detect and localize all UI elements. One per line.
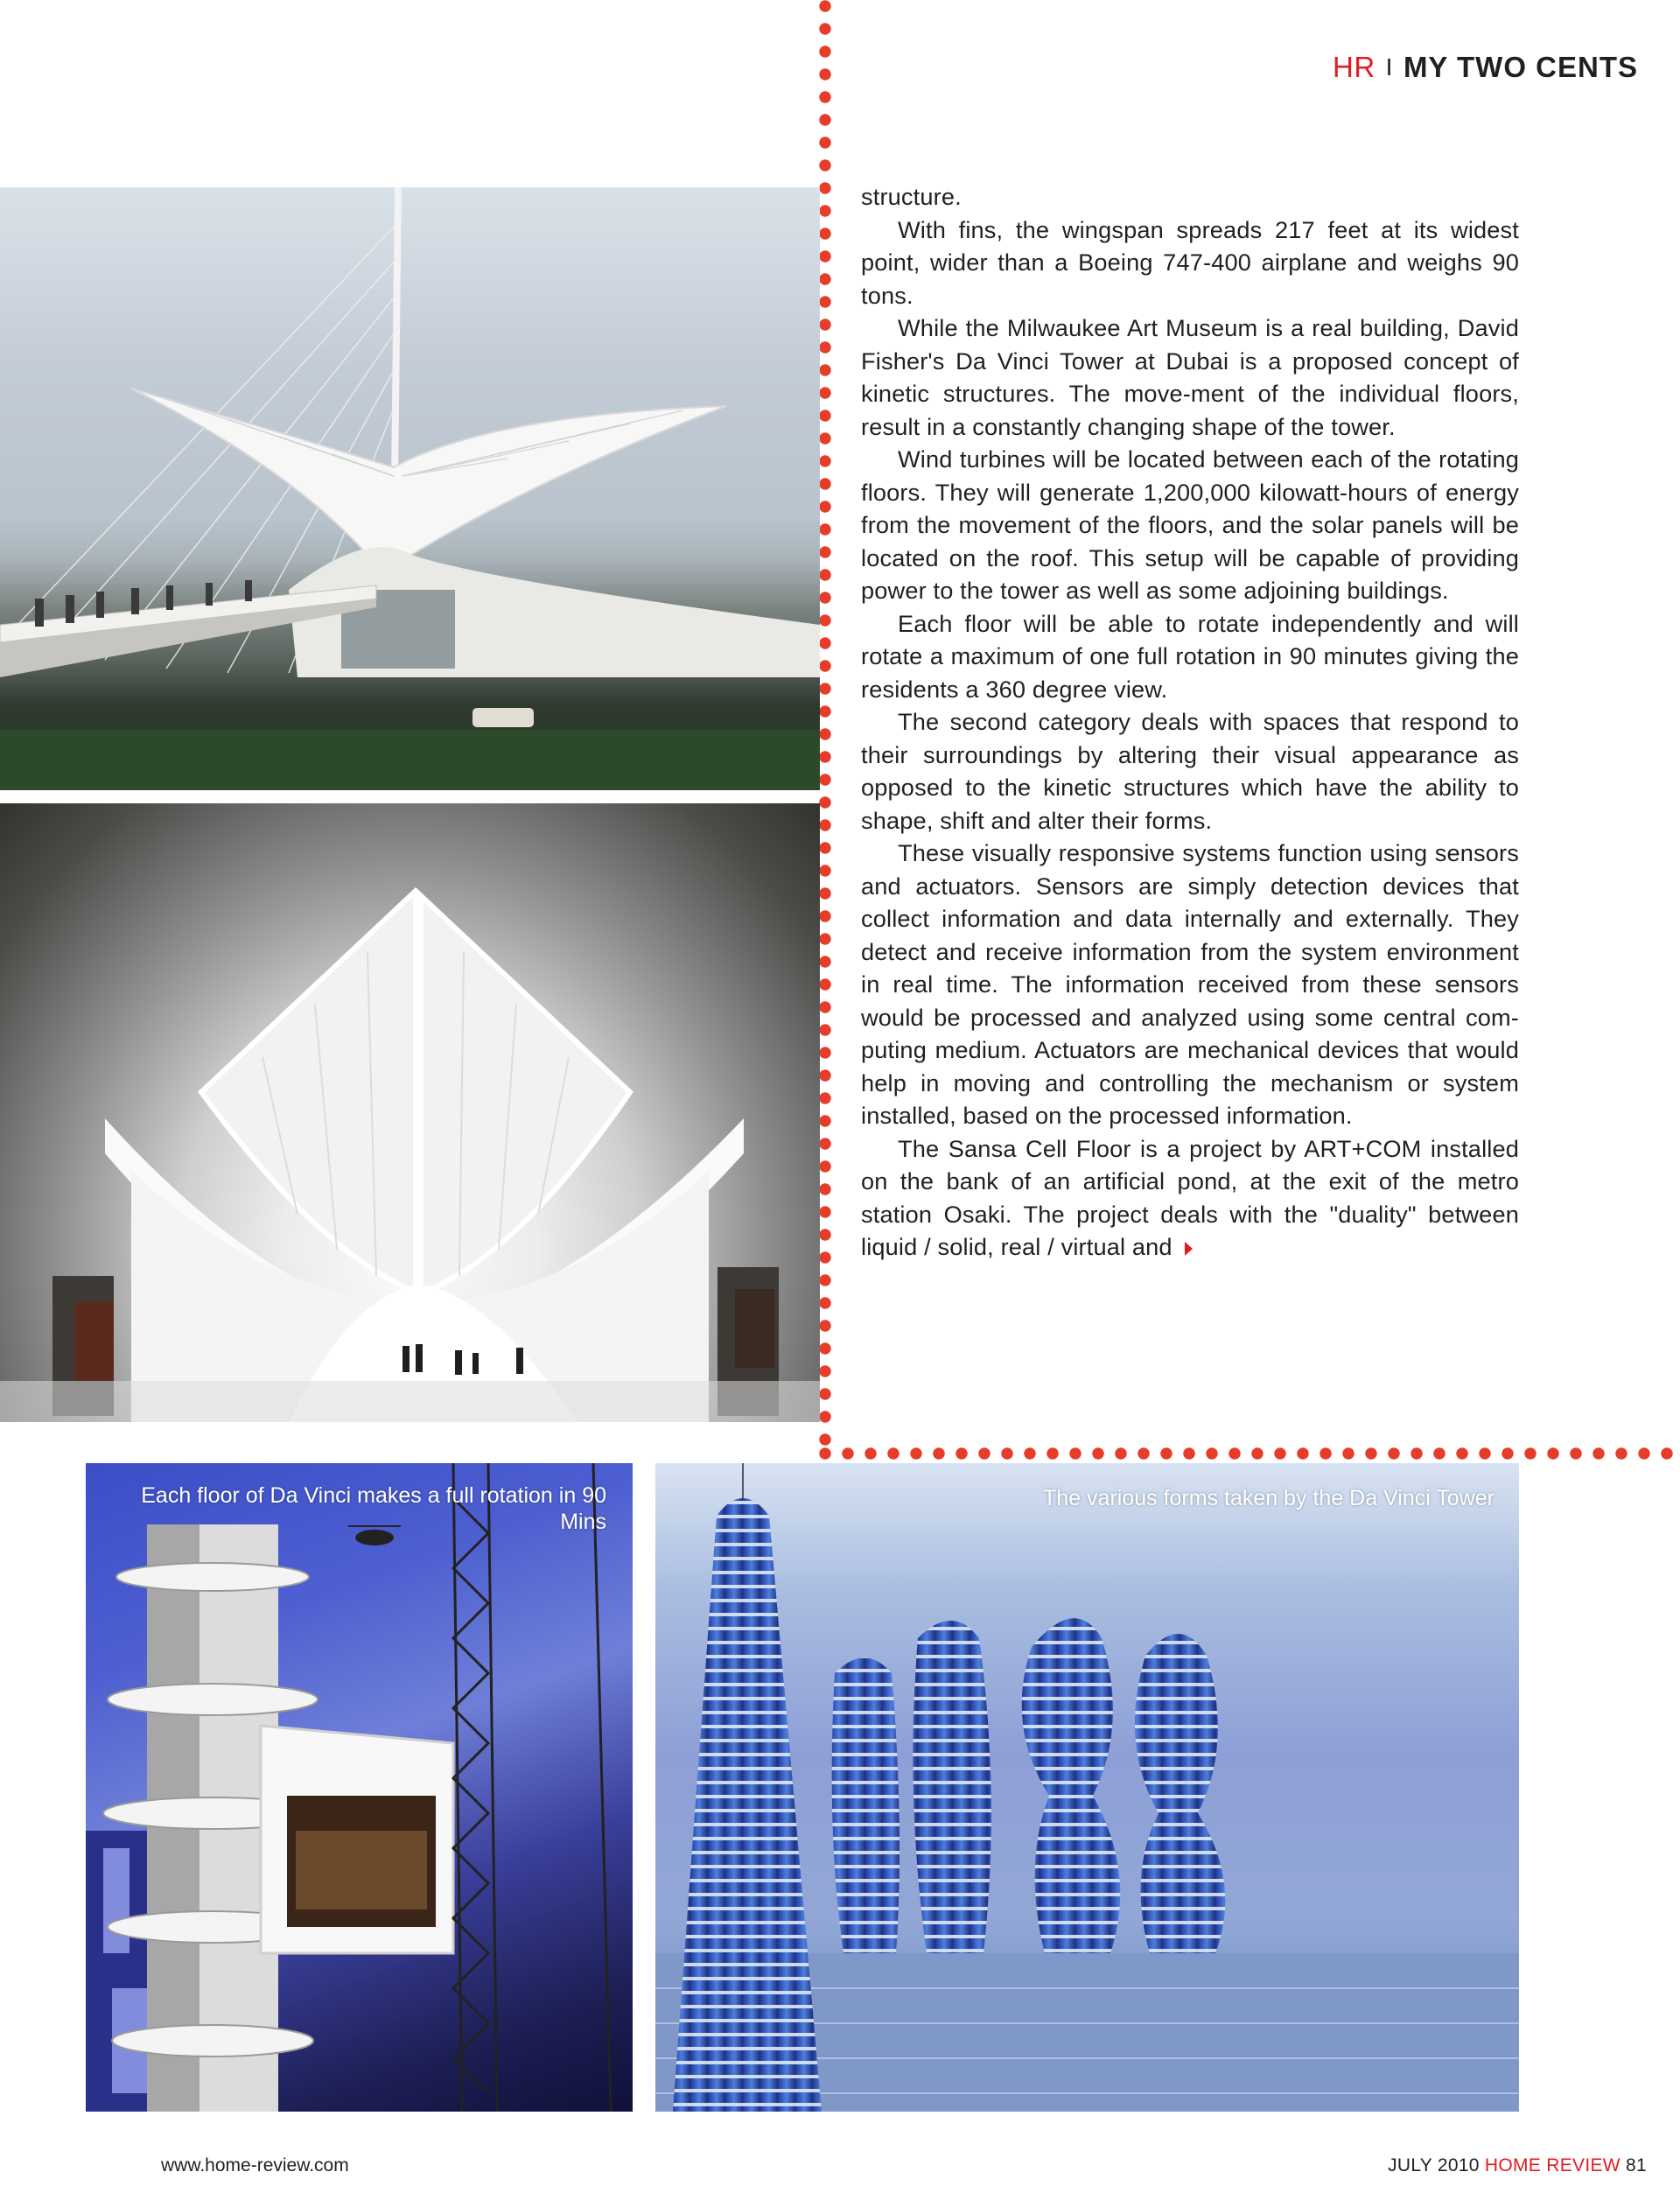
article-paragraph-last: [861, 1132, 1519, 1264]
museum-interior-photo: [0, 803, 820, 1422]
article-paragraph: The second category deals with spaces that respond to their surroundings by altering their visual appearance as opposed to the kinetic structures which have the ability to shape, shift and alter their forms.: [861, 708, 1519, 834]
article-paragraph: While the Milwaukee Art Museum is a real building, David Fisher's Da Vinci Tower at Dubai is a proposed concept of kinetic structures. The move-ment of the individual floors, result in a constantly changing shape of the tower.: [861, 314, 1519, 440]
article-paragraph: Wind turbines will be located between each of the rotating floors. They will generate 1,200,000 kilowatt-hours of energy from the movement of the floors, and the solar panels will be located on the roof. This setup will be capable of providing power to the tower as well as some adjoining buildings.: [861, 445, 1519, 604]
magazine-name: HOME REVIEW: [1484, 2155, 1620, 2175]
davinci-rotation-photo: [86, 1463, 633, 2112]
article-paragraph: Each floor will be able to rotate independently and will rotate a maximum of one full rotation in 90 minutes giving the residents a 360 degree view.: [861, 609, 1519, 703]
issue-date: JULY 2010: [1388, 2155, 1480, 2175]
header-separator: I: [1385, 53, 1393, 81]
article-paragraph: structure.: [861, 183, 962, 210]
horizontal-dotted-divider: [819, 1447, 1680, 1460]
davinci-detail-illustration: [86, 1463, 633, 2112]
vertical-dotted-divider: [819, 0, 831, 1446]
article-body: [861, 180, 1519, 1264]
article-paragraph-text: The Sansa Cell Floor is a project by ART+COM installed on the bank of an artificial pond, at the exit of the metro station Osaki. The project deals with the "duality" between liquid / solid, real / virtual and: [861, 1134, 1519, 1260]
column-title: MY TWO CENTS: [1403, 51, 1638, 83]
article-paragraph: With fins, the wingspan spreads 217 feet at its widest point, wider than a Boeing 747-400 airplane and weighs 90 tons.: [861, 215, 1519, 309]
page-number: 81: [1626, 2155, 1647, 2175]
davinci-forms-photo: [655, 1463, 1519, 2112]
museum-exterior-illustration: [0, 187, 820, 790]
davinci-rotation-caption: Each floor of Da Vinci makes a full rotation in 90 Mins: [141, 1483, 606, 1534]
section-label: HR: [1332, 51, 1376, 83]
footer-issue-info: [1388, 2155, 1647, 2176]
section-header: [1333, 51, 1638, 84]
davinci-forms-illustration: [655, 1463, 1519, 2112]
davinci-forms-caption: The various forms taken by the Da Vinci Tower: [1043, 1486, 1494, 1510]
footer-website-url: www.home-review.com: [161, 2155, 349, 2175]
continued-arrow-icon: [1185, 1242, 1193, 1256]
museum-exterior-photo: [0, 187, 820, 790]
article-paragraph: These visually responsive systems function using sensors and actuators. Sensors are simply detection devices that collect information and data internally and externally. They detect and receive information from the system environment in real time. The information received from these sensors would be processed and analyzed using some central com-puting medium. Actuators are mechanical devices that would help in moving and controlling the mechanism or system installed, based on the processed information.: [861, 839, 1519, 1129]
museum-interior-illustration: [0, 803, 820, 1422]
